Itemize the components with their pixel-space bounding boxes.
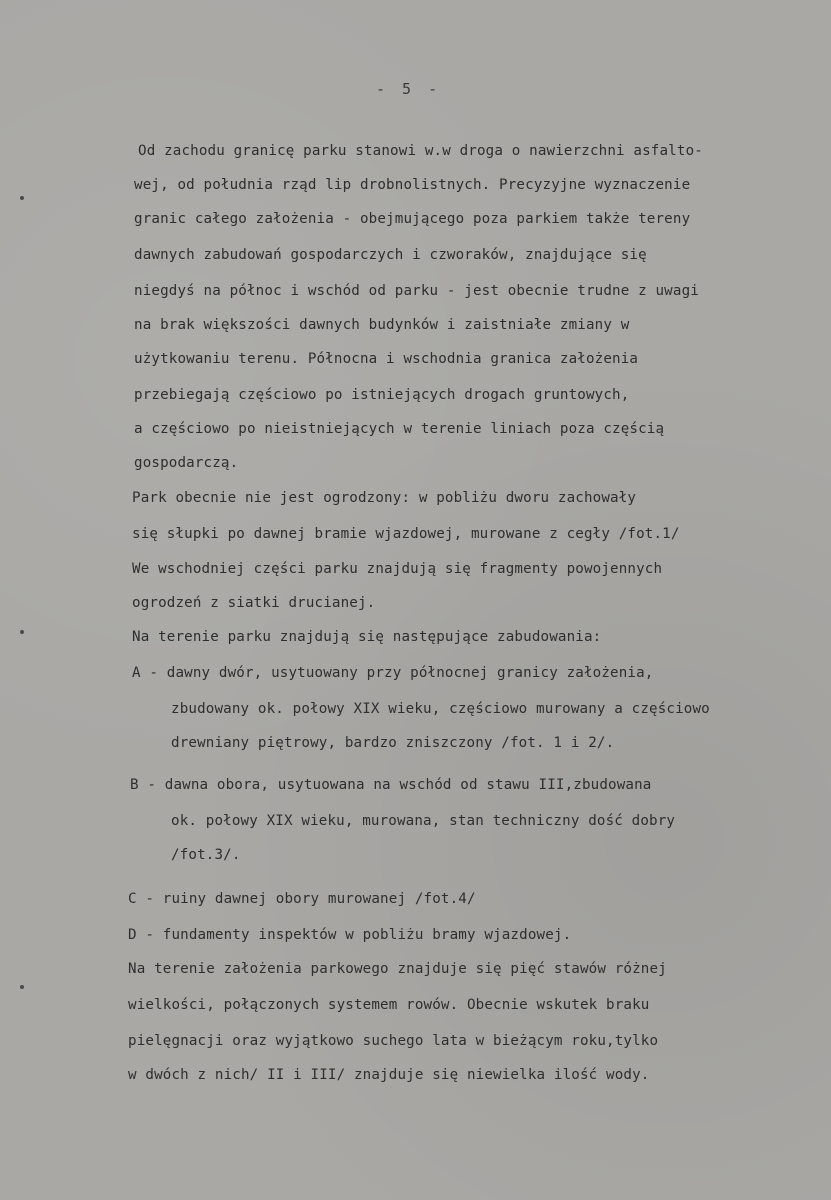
text-line: a częściowo po nieistniejących w terenie liniach poza częścią <box>134 421 665 437</box>
text-line: wielkości, połączonych systemem rowów. Obecnie wskutek braku <box>128 997 650 1013</box>
text-line: się słupki po dawnej bramie wjazdowej, murowane z cegły /fot.1/ <box>132 526 680 542</box>
text-line: wej, od południa rząd lip drobnolistnych. Precyzyjne wyznaczenie <box>134 177 691 193</box>
text-line: Na terenie parku znajdują się następujące zabudowania: <box>132 629 602 645</box>
text-line: zbudowany ok. połowy XIX wieku, częściowo murowany a częściowo <box>171 701 710 717</box>
text-line: We wschodniej części parku znajdują się fragmenty powojennych <box>132 561 663 577</box>
text-line: przebiegają częściowo po istniejących drogach gruntowych, <box>134 387 630 403</box>
margin-speck <box>20 630 24 634</box>
text-line: dawnych zabudowań gospodarczych i czworaków, znajdujące się <box>134 247 647 263</box>
text-line: ogrodzeń z siatki drucianej. <box>132 595 376 611</box>
text-line: drewniany piętrowy, bardzo zniszczony /fot. 1 i 2/. <box>171 735 615 751</box>
margin-speck <box>20 196 24 200</box>
list-item-a: A - dawny dwór, usytuowany przy północnej granicy założenia, <box>132 665 654 681</box>
text-line: na brak większości dawnych budynków i zaistniałe zmiany w <box>134 317 630 333</box>
page-number: - 5 - <box>376 80 442 98</box>
text-line: /fot.3/. <box>171 847 241 863</box>
list-item-d: D - fundamenty inspektów w pobliżu bramy wjazdowej. <box>128 927 572 943</box>
text-line: ok. połowy XIX wieku, murowana, stan techniczny dość dobry <box>171 813 676 829</box>
text-line: Od zachodu granicę parku stanowi w.w droga o nawierzchni asfalto- <box>138 143 703 159</box>
text-line: granic całego założenia - obejmującego poza parkiem także tereny <box>134 211 691 227</box>
text-line: pielęgnacji oraz wyjątkowo suchego lata w bieżącym roku,tylko <box>128 1033 659 1049</box>
list-item-c: C - ruiny dawnej obory murowanej /fot.4/ <box>128 891 476 907</box>
margin-speck <box>20 985 24 989</box>
list-item-b: B - dawna obora, usytuowana na wschód od stawu III,zbudowana <box>130 777 652 793</box>
text-line: użytkowaniu terenu. Północna i wschodnia granica założenia <box>134 351 639 367</box>
text-line: niegdyś na północ i wschód od parku - jest obecnie trudne z uwagi <box>134 283 699 299</box>
text-line: gospodarczą. <box>134 455 239 471</box>
text-line: w dwóch z nich/ II i III/ znajduje się niewielka ilość wody. <box>128 1067 650 1083</box>
text-line: Park obecnie nie jest ogrodzony: w pobliżu dworu zachowały <box>132 490 637 506</box>
text-line: Na terenie założenia parkowego znajduje się pięć stawów różnej <box>128 961 667 977</box>
